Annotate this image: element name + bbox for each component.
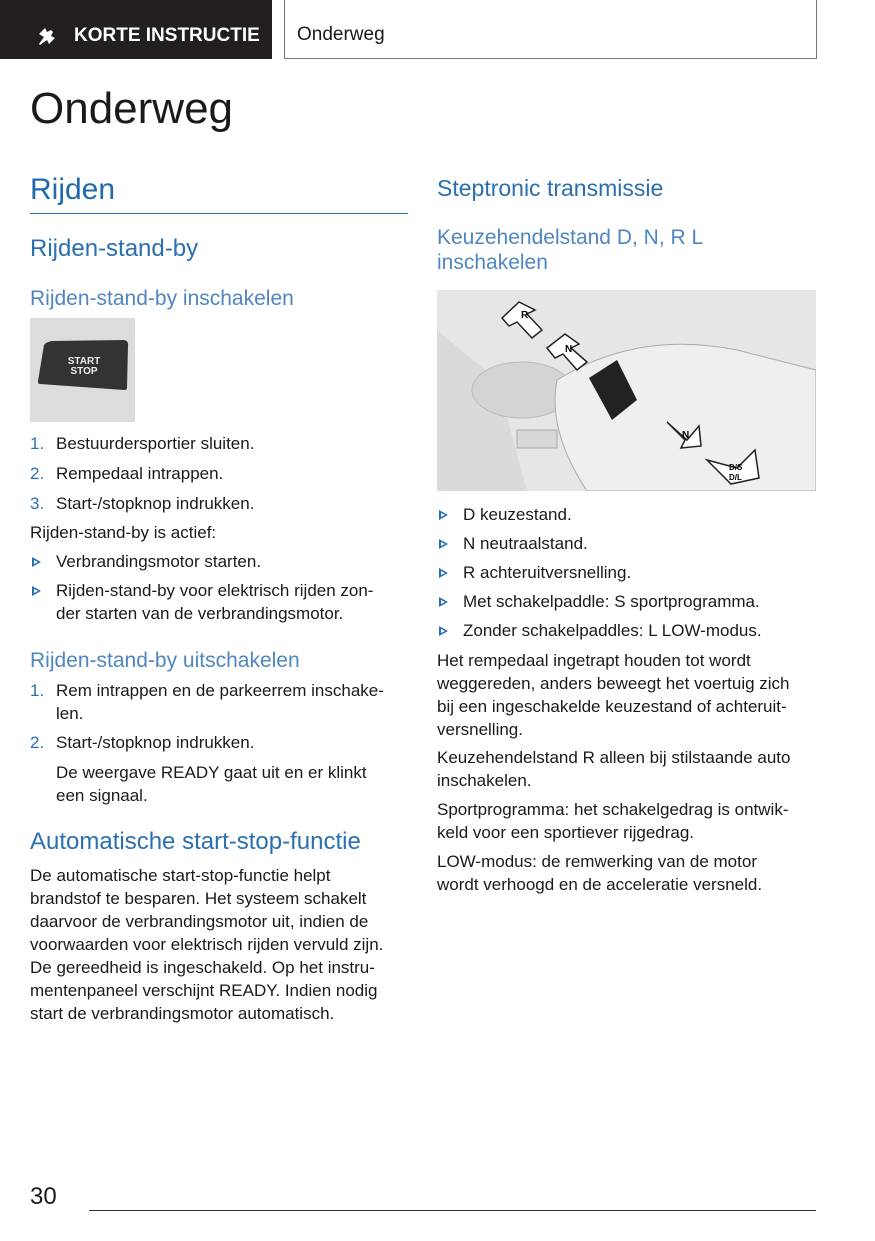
bullet-item: Verbrandingsmotor starten.: [30, 550, 408, 573]
paragraph: Het rempedaal ingetrapt houden tot wordt weggereden, anders beweegt het voertuig zich bij een ingeschakelde keuzestand of achteruit- versnelling.: [437, 651, 790, 739]
start-label: START: [67, 356, 101, 367]
triangle-bullet-icon: [439, 539, 448, 549]
bullet-item: Rijden-stand-by voor elektrisch rijden zon- der starten van de verbrandingsmotor.: [30, 579, 408, 625]
footer-divider: [89, 1210, 816, 1211]
triangle-bullet-icon: [32, 557, 41, 567]
heading-standby-on: Rijden-stand-by inschakelen: [30, 287, 294, 310]
triangle-bullet-icon: [439, 510, 448, 520]
heading-lever: Keuzehendelstand D, N, R L inschakelen: [437, 226, 704, 274]
right-column: [437, 0, 816, 1100]
left-column: [30, 0, 408, 1100]
paragraph: Keuzehendelstand R alleen bij stilstaande auto inschakelen.: [437, 748, 791, 790]
section-label: KORTE INSTRUCTIE: [74, 24, 260, 46]
triangle-bullet-icon: [439, 626, 448, 636]
bullet-item: R achteruitversnelling.: [437, 561, 816, 584]
heading-rijden: Rijden: [30, 173, 116, 206]
stop-label: STOP: [70, 366, 98, 377]
list-item: 2. Start-/stopknop indrukken.: [30, 733, 255, 752]
heading-underline: [30, 213, 408, 214]
auto-paragraph: De automatische start-stop-functie helpt brandstof te besparen. Het systeem schakelt daarvoor de verbrandingsmotor uit, indien de voorwaarden voor elektrisch rijden vervuld zijn. De gereedheid is ingeschakeld. Op het instru- mentenpaneel verschijnt READY. Indien nodig start de verbrandingsmotor automatisch.: [30, 866, 384, 1023]
bullet-item: Zonder schakelpaddles: L LOW-modus.: [437, 619, 816, 642]
label-r: R: [521, 310, 529, 321]
start-stop-button-image: [30, 318, 135, 422]
heading-auto-start-stop: Automatische start-stop-functie: [30, 828, 361, 855]
paragraph: Sportprogramma: het schakelgedrag is ontwik- keld voor een sportiever rijgedrag.: [437, 800, 789, 842]
triangle-bullet-icon: [439, 597, 448, 607]
heading-steptronic: Steptronic transmissie: [437, 175, 664, 201]
list-item: 2. Rempedaal intrappen.: [30, 464, 224, 483]
bullet-item: N neutraalstand.: [437, 532, 816, 555]
bullet-item: Met schakelpaddle: S sportprogramma.: [437, 590, 816, 613]
heading-standby-off: Rijden-stand-by uitschakelen: [30, 649, 300, 672]
note: De weergave READY gaat uit en er klinkt een signaal.: [56, 763, 367, 805]
page-number: 30: [30, 1183, 57, 1210]
label-ds: D/S: [729, 463, 743, 472]
chapter-label: Onderweg: [297, 24, 385, 45]
label-n2: N: [682, 430, 690, 441]
label-dl: D/L: [729, 473, 742, 482]
active-label: Rijden-stand-by is actief:: [30, 523, 217, 542]
paragraph: LOW-modus: de remwerking van de motor wordt verhoogd en de acceleratie versneld.: [437, 852, 763, 894]
heading-standby: Rijden-stand-by: [30, 235, 199, 262]
list-item: 3. Start-/stopknop indrukken.: [30, 494, 255, 513]
gear-selector-image: [437, 290, 816, 491]
triangle-bullet-icon: [439, 568, 448, 578]
label-n: N: [565, 344, 573, 355]
bullet-item: D keuzestand.: [437, 503, 816, 526]
list-item: 1. Rem intrappen en de parkeerrem inschake- len.: [30, 681, 384, 723]
list-item: 1. Bestuurdersportier sluiten.: [30, 434, 255, 453]
page-title: Onderweg: [30, 84, 234, 133]
triangle-bullet-icon: [32, 586, 41, 596]
